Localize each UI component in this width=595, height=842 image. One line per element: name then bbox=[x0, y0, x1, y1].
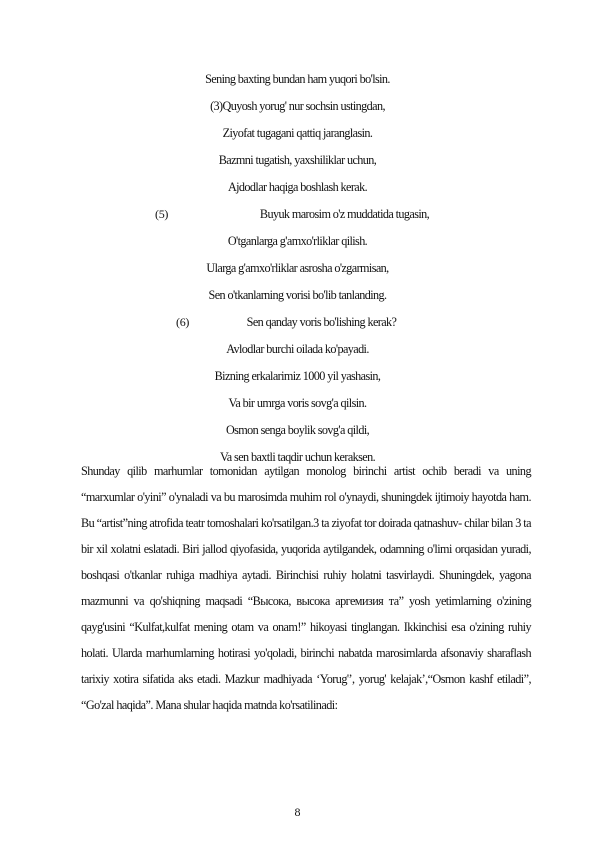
poem-line: Ziyofat tugagani qattiq jaranglasin. bbox=[222, 126, 373, 140]
poem-line: Va bir umrga voris sovg'a qilsin. bbox=[228, 396, 367, 410]
poem-line: (3)Quyosh yorug' nur sochsin ustingdan, bbox=[210, 99, 385, 113]
poem-line: Sen qanday voris bo'lishing kerak? bbox=[246, 315, 397, 329]
poem-line: Buyuk marosim o'z muddatida tugasin, bbox=[259, 207, 430, 221]
stanza-marker-6: (6) bbox=[176, 315, 190, 329]
poem-line: Avlodlar burchi oilada ko'payadi. bbox=[226, 342, 369, 356]
poem-line: O'tganlarga g'amxo'rliklar qilish. bbox=[227, 234, 368, 248]
poem-line: Va sen baxtli taqdir uchun keraksen. bbox=[219, 450, 376, 464]
poem-line: Bazmni tugatish, yaxshiliklar uchun, bbox=[218, 153, 377, 167]
poem-line: Osmon senga boylik sovg'a qildi, bbox=[225, 423, 370, 437]
poem-line: Bizning erkalarimiz 1000 yil yashasin, bbox=[214, 369, 381, 383]
body-paragraph: Shunday qilib marhumlar tomonidan aytilgan monolog birinchi artist ochib beradi va uning “marxumlar o'yini” o'ynaladi va bu marosimda muhim rol o'ynaydi, shuningdek ijtimoiy hayotda ham. Bu “artist”ning atrofida teatr tomoshalari ko'rsatilgan.3 ta ziyofat tor doirada qatnashuv- chilar bilan 3 ta bir xil xolatni eslatadi. Biri jallod qiyofasida, yuqorida aytilgandek, odamning o'limi orqasidan yuradi, boshqasi o'tkanlar ruhiga madhiya aytadi. Birinchisi ruhiy holatni tasvirlaydi. Shuningdek, yagona mazmunni va qo'shiqning maqsadi “Высока, высока аргемизия та” yosh yetimlarning o'zining qayg'usini “Kulfat,kulfat mening otam va onam!” hikoyasi tinglangan. Ikkinchisi esa o'zining ruhiy holati. Ularda marhumlarning hotirasi yo'qoladi, birinchi nabatda marosimlarda afsonaviy sharaflash tarixiy xotira sifatida aks etadi. Mazkur madhiyada ‘Yorug'’, yorug' kelajak’,“Osmon kashf etiladi”, “Go'zal haqida”. Mana shular haqida matnda ko'rsatilinadi: bbox=[81, 464, 531, 712]
poem-line: Ajdodlar haqiga boshlash kerak. bbox=[227, 180, 368, 194]
page-number: 8 bbox=[294, 805, 301, 819]
poem-line: Sening baxting bundan ham yuqori bo'lsin. bbox=[205, 72, 390, 86]
stanza-marker-5: (5) bbox=[155, 207, 169, 221]
poem-line: Ularga g'amxo'rliklar asrosha o'zgarmisan, bbox=[206, 261, 389, 275]
poem-line: Sen o'tkanlarning vorisi bo'lib tanlanding. bbox=[208, 288, 387, 302]
